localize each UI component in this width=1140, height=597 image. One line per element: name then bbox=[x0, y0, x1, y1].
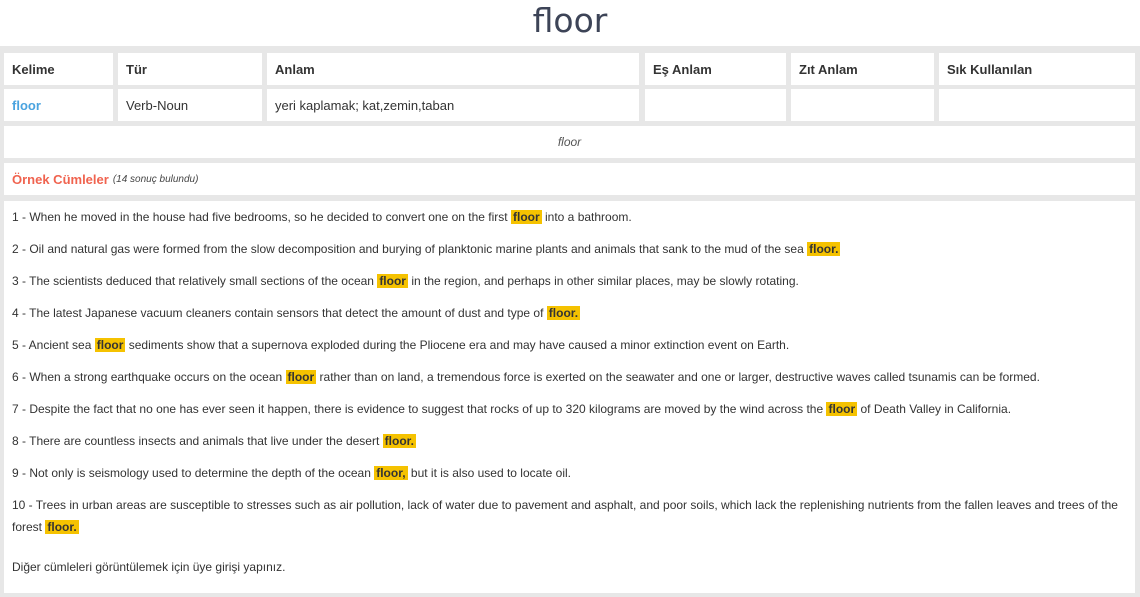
meaning-cell: yeri kaplamak; kat,zemin,taban bbox=[267, 89, 639, 121]
antonym-cell bbox=[791, 89, 934, 121]
keyword-highlight: floor bbox=[379, 274, 406, 288]
header-tur: Tür bbox=[118, 53, 262, 85]
keyword-highlight: floor bbox=[96, 338, 124, 352]
word-link[interactable]: floor bbox=[12, 97, 41, 113]
header-sik-kullanilan: Sık Kullanılan bbox=[939, 53, 1135, 85]
sentence-3: 3 - The scientists deduced that relatively small sections of the ocean floor in the region, and perhaps in other similar places, may be slowly rotating. bbox=[12, 274, 799, 288]
sentence-8: 8 - There are countless insects and animals that live under the desert floor. bbox=[12, 434, 414, 448]
sentence-7: 7 - Despite the fact that no one has ever seen it happen, there is evidence to suggest that rocks of up to 320 kilograms are moved by the wind across the floor of Death Valley in California. bbox=[12, 402, 1012, 416]
example-sentences bbox=[4, 201, 1135, 593]
dictionary-panel bbox=[0, 46, 1140, 597]
frequent-cell bbox=[939, 89, 1135, 121]
type-cell: Verb-Noun bbox=[118, 89, 262, 121]
keyword-highlight: floor. bbox=[548, 306, 579, 320]
sentence-5: 5 - Ancient sea floor sediments show that a supernova exploded during the Pliocene era and may have caused a minor extinction event on Earth. bbox=[12, 338, 790, 352]
keyword-highlight: floor. bbox=[384, 434, 414, 448]
examples-count: (14 sonuç bulundu) bbox=[112, 173, 199, 185]
keyword-highlight: floor. bbox=[47, 520, 77, 534]
examples-header bbox=[4, 163, 1135, 195]
sentence-2: 2 - Oil and natural gas were formed from the slow decomposition and burying of planktonic marine plants and animals that sank to the mud of the sea floor. bbox=[12, 242, 839, 256]
header-es-anlam: Eş Anlam bbox=[645, 53, 786, 85]
sentence-10: 10 - Trees in urban areas are susceptible to stresses such as air pollution, lack of water due to pavement and asphalt, and poor soils, which lack the replenishing nutrients from the fallen leaves and trees of the forest floor. bbox=[12, 498, 1118, 534]
sentence-6: 6 - When a strong earthquake occurs on the ocean floor rather than on land, a tremendous force is exerted on the seawater and one or larger, destructive waves called tsunamis can be formed. bbox=[12, 370, 1040, 384]
examples-label: Örnek Cümleler bbox=[12, 171, 109, 187]
keyword-highlight: floor, bbox=[376, 466, 406, 480]
keyword-highlight: floor bbox=[287, 370, 315, 384]
keyword-highlight: floor bbox=[828, 402, 856, 416]
header-anlam: Anlam bbox=[267, 53, 639, 85]
word-cell bbox=[4, 89, 113, 121]
keyword-highlight: floor. bbox=[809, 242, 839, 256]
synonym-cell bbox=[645, 89, 786, 121]
sentence-4: 4 - The latest Japanese vacuum cleaners contain sensors that detect the amount of dust and type of floor. bbox=[12, 306, 579, 320]
sentence-1: 1 - When he moved in the house had five bedrooms, so he decided to convert one on the first floor into a bathroom. bbox=[12, 210, 632, 224]
login-prompt: Diğer cümleleri görüntülemek için üye girişi yapınız. bbox=[12, 560, 286, 574]
keyword-highlight: floor bbox=[512, 210, 540, 224]
header-zit-anlam: Zıt Anlam bbox=[791, 53, 934, 85]
centered-word: floor bbox=[4, 126, 1135, 158]
header-kelime: Kelime bbox=[4, 53, 113, 85]
sentence-9: 9 - Not only is seismology used to determine the depth of the ocean floor, but it is also used to locate oil. bbox=[12, 466, 571, 480]
page-title: floor bbox=[532, 1, 608, 40]
